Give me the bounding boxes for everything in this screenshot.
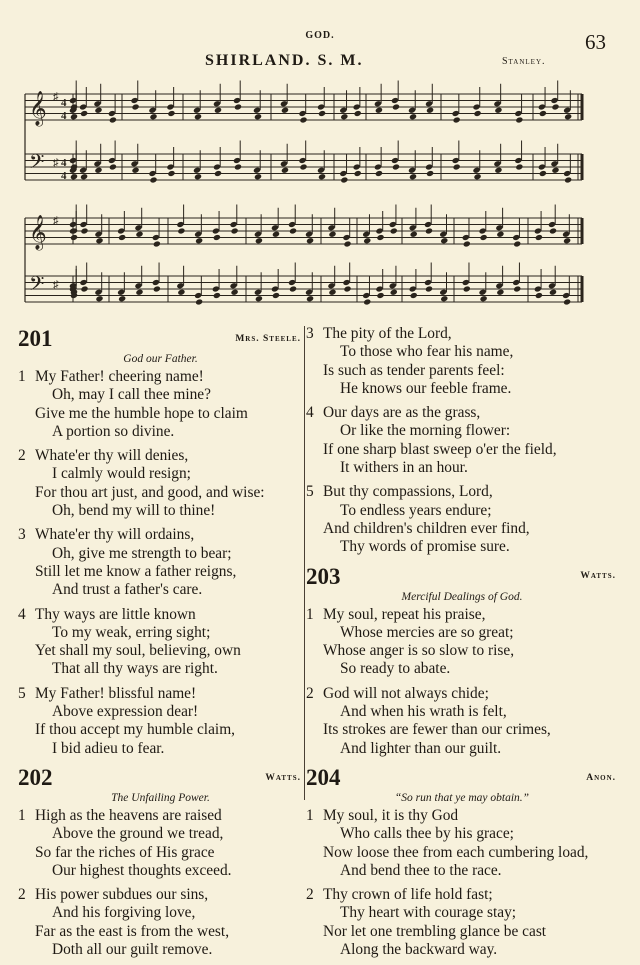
hymn-title: Merciful Dealings of God. [401, 590, 523, 603]
time-signature: 4 [61, 170, 67, 182]
verse-text: Its strokes are fewer than our crimes, [323, 721, 551, 739]
verse-line [306, 721, 618, 739]
verse-list [18, 807, 303, 959]
note-head [95, 237, 103, 244]
note-head [272, 231, 280, 238]
note-head [94, 167, 102, 174]
verse-text: A portion so divine. [52, 422, 175, 440]
verse-line [18, 923, 303, 941]
note-head [549, 227, 557, 234]
note-head [480, 234, 488, 241]
note-head [255, 295, 263, 302]
verse [306, 886, 618, 959]
note-head [231, 227, 239, 234]
note-head [194, 173, 202, 180]
note-head [535, 234, 543, 241]
note-head [425, 227, 433, 234]
section-label: GOD. [305, 30, 335, 41]
note-head [563, 237, 571, 244]
treble-clef-icon: 𝄞 [29, 215, 47, 250]
verse-text: For thou art just, and good, and wise: [35, 483, 265, 501]
verse-line [306, 483, 618, 501]
verse-line [18, 526, 303, 544]
verse-text: To those who fear his name, [340, 343, 514, 361]
verse-text: But thy compassions, Lord, [323, 483, 493, 501]
note-head [318, 173, 326, 180]
note-head [135, 289, 143, 296]
time-signature: 4 [61, 110, 67, 122]
verse-line [306, 904, 618, 922]
verse-text: Thy crown of life hold fast; [323, 886, 493, 904]
note-head [463, 240, 471, 247]
verse-line [18, 545, 303, 563]
verse-number: 3 [306, 325, 314, 342]
verse-line [18, 465, 303, 483]
verse-line [306, 862, 618, 880]
bass-clef-icon: 𝄢 [29, 272, 45, 300]
verse [18, 807, 303, 880]
note-head [281, 167, 289, 174]
note-head [118, 234, 126, 241]
verse-line [306, 362, 618, 380]
note-head [255, 237, 263, 244]
note-head [354, 170, 362, 177]
verse-text: That all thy ways are right. [52, 660, 218, 678]
note-head [375, 170, 383, 177]
note-head [167, 110, 175, 117]
verse-text: Now loose thee from each cumbering load, [323, 843, 589, 861]
note-head [563, 298, 571, 305]
verse-line [18, 624, 303, 642]
verse-text: Our days are as the grass, [323, 404, 481, 422]
verse-text: And his forgiving love, [52, 904, 196, 922]
note-head [167, 170, 175, 177]
note-head [289, 227, 297, 234]
verse-text: If thou accept my humble claim, [35, 721, 236, 739]
note-head [515, 116, 523, 123]
verse-line [18, 886, 303, 904]
note-head [515, 163, 523, 170]
note-head [539, 110, 547, 117]
verse-text: Whate'er thy will denies, [35, 447, 189, 465]
verse-line [18, 405, 303, 423]
verse-text: My Father! cheering name! [35, 368, 204, 385]
note-head [70, 173, 78, 180]
hymn-201-continued [306, 325, 618, 557]
treble-clef-icon: 𝄞 [29, 91, 47, 126]
verse-number: 3 [18, 526, 26, 544]
verse-line [18, 484, 303, 502]
note-head [494, 107, 502, 114]
verse-text: Doth all our guilt remove. [52, 941, 213, 959]
verse-text: Thy heart with courage stay; [340, 904, 517, 922]
verse-line [306, 624, 618, 642]
sharp-icon: ♯ [53, 91, 59, 103]
left-column [18, 325, 303, 965]
verse-number: 4 [306, 404, 314, 422]
verse-text: Our highest thoughts exceed. [52, 861, 232, 879]
column-divider [304, 326, 305, 800]
verse-number: 2 [306, 886, 314, 904]
note-head [551, 103, 559, 110]
verse-text: So ready to abate. [340, 660, 451, 678]
note-head [195, 298, 203, 305]
verse [306, 606, 618, 679]
note-head [70, 234, 78, 241]
verse-text: And children's children ever find, [323, 519, 530, 537]
note-head [70, 227, 78, 234]
verse-line [306, 343, 618, 361]
note-head [80, 285, 88, 292]
verse-line [18, 807, 303, 825]
note-head [318, 110, 326, 117]
note-head [376, 234, 384, 241]
note-head [194, 113, 202, 120]
note-head [153, 285, 161, 292]
verse [18, 606, 303, 679]
verse-list [306, 807, 618, 959]
verse-line [306, 642, 618, 660]
verse-line [18, 642, 303, 660]
verse [306, 325, 618, 398]
note-head [440, 237, 448, 244]
verse-number: 1 [306, 605, 314, 623]
verse-line [306, 844, 618, 862]
verse-line [18, 660, 303, 678]
verse-line [18, 941, 303, 959]
verse-line [18, 447, 303, 465]
verse-text: Give me the humble hope to claim [35, 404, 248, 422]
note-head [392, 103, 400, 110]
verse-line [18, 904, 303, 922]
verse-number: 2 [306, 684, 314, 702]
right-column [306, 325, 618, 965]
verse-line [18, 423, 303, 441]
verse-line [306, 520, 618, 538]
verse-line [306, 685, 618, 703]
verse-text: Oh, give me strength to bear; [52, 544, 232, 562]
note-head [453, 163, 461, 170]
note-head [390, 227, 398, 234]
note-head [535, 292, 543, 299]
hymn-author: Anon. [586, 772, 616, 783]
note-head [340, 113, 348, 120]
verse-line [18, 386, 303, 404]
note-head [480, 295, 488, 302]
note-head [354, 110, 362, 117]
note-head [496, 231, 504, 238]
verse-line [306, 703, 618, 721]
hymn-203 [306, 563, 618, 758]
verse-text: If one sharp blast sweep o'er the field, [323, 440, 557, 458]
verse-line [306, 538, 618, 556]
note-head [149, 113, 157, 120]
sharp-icon: ♯ [53, 279, 59, 291]
verse-text: Oh, bend my will to thine! [52, 502, 216, 520]
verse-line [306, 740, 618, 758]
verse-text: My Father! blissful name! [35, 684, 197, 702]
note-head [135, 231, 143, 238]
verse-line [18, 581, 303, 599]
verse-line [306, 380, 618, 398]
verse-text: And lighter than our guilt. [340, 739, 502, 757]
verse-line [18, 703, 303, 721]
note-head [513, 240, 521, 247]
note-head [343, 240, 351, 247]
note-head [272, 292, 280, 299]
verse-line [18, 721, 303, 739]
note-head [564, 113, 572, 120]
note-head [95, 295, 103, 302]
hymn-title: The Unfailing Power. [111, 791, 210, 804]
page-number: 63 [585, 30, 606, 54]
note-head [463, 285, 471, 292]
bass-clef-icon: 𝄢 [29, 150, 45, 178]
note-head [426, 170, 434, 177]
note-head [549, 289, 557, 296]
verse-number: 1 [306, 806, 314, 824]
verse-text: Thy words of promise sure. [340, 538, 510, 556]
hymn-author: Mrs. Steele. [235, 333, 301, 344]
note-head [80, 227, 88, 234]
verse-number: 2 [18, 886, 26, 904]
verse-text: Thy ways are little known [35, 605, 196, 623]
verse-text: And bend thee to the race. [340, 861, 502, 879]
tune-composer: Stanley. [502, 56, 546, 67]
verse [306, 404, 618, 477]
note-head [299, 116, 307, 123]
verse-line [306, 422, 618, 440]
verse-text: So far the riches of His grace [35, 843, 215, 861]
verse-line [306, 807, 618, 825]
hymn-202 [18, 764, 303, 959]
verse-line [18, 685, 303, 703]
note-head [425, 285, 433, 292]
verse-text: Far as the east is from the west, [35, 922, 230, 940]
note-head [177, 227, 185, 234]
verse-text: His power subdues our sins, [35, 886, 209, 904]
verse-text: It withers in an hour. [340, 459, 468, 477]
verse-line [18, 862, 303, 880]
verse-number: 4 [18, 605, 26, 623]
verse-line [306, 886, 618, 904]
note-head [80, 110, 88, 117]
verse-line [18, 740, 303, 758]
verse-text: High as the heavens are raised [35, 806, 222, 824]
verse-line [306, 941, 618, 959]
verse-text: And when his wrath is felt, [340, 703, 507, 721]
verse-text: Whose anger is so slow to rise, [323, 642, 515, 660]
note-head [132, 103, 140, 110]
note-head [473, 173, 481, 180]
verse-list [18, 368, 303, 758]
note-head [392, 163, 400, 170]
music-score [0, 78, 640, 308]
verse-line [18, 502, 303, 520]
note-head [473, 110, 481, 117]
note-head [376, 292, 384, 299]
verse-line [18, 563, 303, 581]
hymn-title: God our Father. [123, 353, 198, 365]
note-head [343, 285, 351, 292]
note-head [70, 113, 78, 120]
verse-text: God will not always chide; [323, 684, 489, 702]
verse-list [306, 606, 618, 758]
note-head [213, 234, 221, 241]
verse-text: Whose mercies are so great; [340, 623, 514, 641]
note-head [363, 237, 371, 244]
verse-text: Along the backward way. [340, 941, 498, 959]
note-head [390, 289, 398, 296]
verse [18, 685, 303, 758]
note-head [214, 170, 222, 177]
note-head [551, 167, 559, 174]
verse-line [306, 825, 618, 843]
verse-text: I bid adieu to fear. [52, 739, 165, 757]
note-head [564, 176, 572, 183]
verse-text: Still let me know a father reigns, [35, 562, 237, 580]
verse-text: My soul, repeat his praise, [323, 605, 486, 623]
note-head [306, 295, 314, 302]
note-head [231, 289, 239, 296]
note-head [340, 176, 348, 183]
verse-line [306, 325, 618, 343]
verse-line [306, 404, 618, 422]
note-head [409, 113, 417, 120]
sharp-icon: ♯ [53, 215, 59, 227]
verse-text: To my weak, erring sight; [52, 623, 211, 641]
sharp-icon: ♯ [53, 157, 59, 169]
note-head [306, 237, 314, 244]
hymn-number: 202 [18, 764, 53, 790]
tune-name: SHIRLAND. S. M. [205, 52, 364, 69]
verse-number: 1 [18, 806, 26, 824]
time-signature: 4 [61, 97, 67, 109]
note-head [213, 292, 221, 299]
note-head [118, 295, 126, 302]
verse-text: Nor let one trembling glance be cast [323, 922, 547, 940]
verse-line [306, 660, 618, 678]
verse-text: Above the ground we tread, [52, 825, 224, 843]
verse [18, 886, 303, 959]
note-head [410, 292, 418, 299]
note-head [214, 107, 222, 114]
verse-line [306, 459, 618, 477]
verse [306, 685, 618, 758]
verse-text: Whate'er thy will ordains, [35, 526, 195, 544]
verse-line [306, 923, 618, 941]
verse-text: Yet shall my soul, believing, own [35, 642, 241, 660]
hymn-title: “So run that ye may obtain.” [394, 791, 530, 804]
note-head [409, 173, 417, 180]
note-head [254, 173, 262, 180]
note-head [109, 116, 117, 123]
verse-text: Or like the morning flower: [340, 422, 511, 440]
note-head [426, 107, 434, 114]
note-head [254, 113, 262, 120]
verse-number: 1 [18, 368, 26, 385]
verse-text: He knows our feeble frame. [340, 379, 512, 397]
note-head [496, 289, 504, 296]
verse [306, 483, 618, 556]
hymn-author: Watts. [265, 772, 301, 783]
hymn-number: 204 [306, 764, 341, 790]
verse-line [18, 368, 303, 386]
note-head [453, 116, 461, 123]
verse-text: And trust a father's care. [52, 581, 203, 599]
note-head [234, 103, 242, 110]
note-head [328, 289, 336, 296]
note-head [363, 298, 371, 305]
note-head [539, 170, 547, 177]
hymn-number: 203 [306, 563, 341, 589]
verse-line [306, 441, 618, 459]
verse-text: The pity of the Lord, [323, 325, 452, 342]
note-head [234, 163, 242, 170]
note-head [132, 167, 140, 174]
note-head [109, 163, 117, 170]
note-head [328, 231, 336, 238]
note-head [195, 237, 203, 244]
verse-number: 5 [306, 483, 314, 501]
verse [18, 368, 303, 441]
note-head [375, 107, 383, 114]
note-head [410, 231, 418, 238]
note-head [289, 285, 297, 292]
verse [306, 807, 618, 880]
verse-line [306, 606, 618, 624]
verse-line [306, 502, 618, 520]
verse-text: Is such as tender parents feel: [323, 361, 505, 379]
note-head [177, 289, 185, 296]
note-head [299, 163, 307, 170]
verse-line [18, 844, 303, 862]
note-head [494, 167, 502, 174]
note-head [94, 107, 102, 114]
time-signature: 4 [61, 157, 67, 169]
verse-text: To endless years endure; [340, 501, 492, 519]
note-head [513, 285, 521, 292]
verse-text: Oh, may I call thee mine? [52, 386, 211, 404]
verse-text: I calmly would resign; [52, 465, 191, 483]
verse-line [18, 606, 303, 624]
hymn-number: 201 [18, 326, 53, 351]
verse [18, 526, 303, 599]
note-head [80, 173, 88, 180]
note-head [149, 176, 157, 183]
note-head [281, 107, 289, 114]
hymn-author: Watts. [580, 571, 616, 582]
verse-number: 5 [18, 684, 26, 702]
note-head [153, 240, 161, 247]
verse-number: 2 [18, 447, 26, 465]
hymn-204 [306, 764, 618, 959]
verse-text: Above expression dear! [52, 703, 199, 721]
note-head [440, 295, 448, 302]
verse-text: My soul, it is thy God [323, 806, 459, 824]
hymn-201 [18, 325, 303, 758]
verse-line [18, 825, 303, 843]
verse-text: Who calls thee by his grace; [340, 825, 514, 843]
verse [18, 447, 303, 520]
